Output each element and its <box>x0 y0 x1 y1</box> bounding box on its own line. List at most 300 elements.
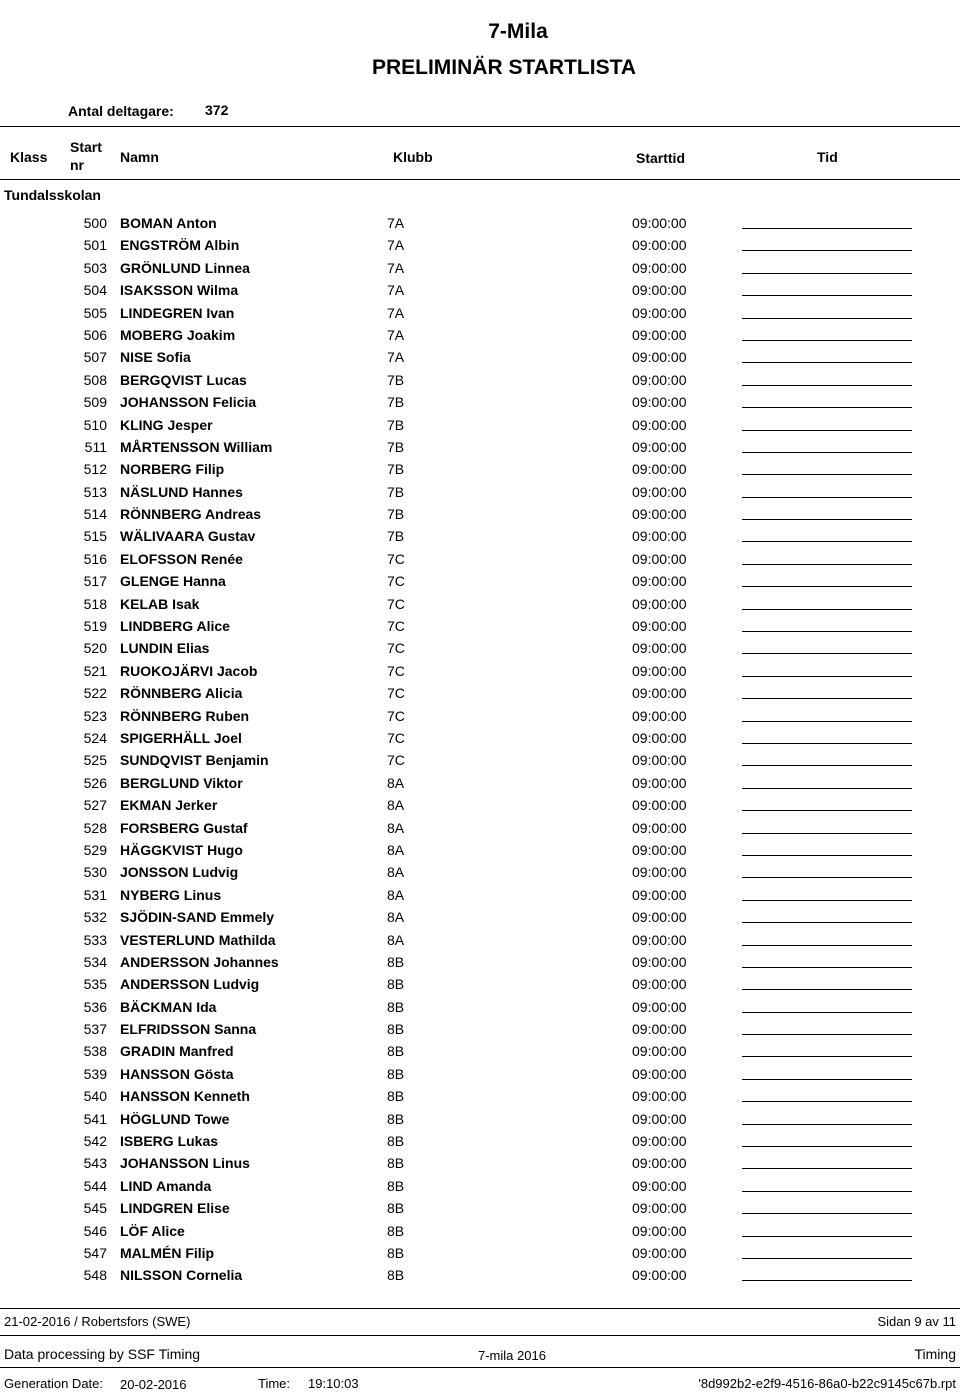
club: 8A <box>387 819 405 836</box>
club: 8B <box>387 1110 405 1127</box>
table-row <box>0 749 960 771</box>
table-row <box>0 727 960 749</box>
footer-generation-date-label: Generation Date: <box>4 1376 104 1391</box>
start-time: 09:00:00 <box>632 1043 687 1060</box>
start-number: 506 <box>83 326 107 343</box>
start-time: 09:00:00 <box>632 1155 687 1172</box>
participant-name: SPIGERHÄLL Joel <box>120 729 242 746</box>
participant-name: ISBERG Lukas <box>120 1133 219 1150</box>
club: 7B <box>387 394 405 411</box>
table-row <box>0 839 960 861</box>
participant-name: MÅRTENSSON William <box>120 438 273 455</box>
start-time: 09:00:00 <box>632 841 687 858</box>
col-header-start: Start <box>70 139 102 155</box>
start-number: 518 <box>83 595 107 612</box>
start-list <box>0 212 960 1287</box>
start-time: 09:00:00 <box>632 282 687 299</box>
table-row <box>0 1040 960 1062</box>
club: 8B <box>387 1200 405 1217</box>
time-entry-line <box>742 228 912 229</box>
footer-processing: Data processing by SSF Timing <box>4 1346 201 1362</box>
table-row <box>0 996 960 1018</box>
club: 8A <box>387 886 405 903</box>
club: 7C <box>387 618 405 635</box>
time-entry-line <box>742 273 912 274</box>
club: 7C <box>387 707 405 724</box>
club: 7A <box>387 259 405 276</box>
participant-name: WÄLIVAARA Gustav <box>120 528 256 545</box>
start-time: 09:00:00 <box>632 618 687 635</box>
start-number: 503 <box>83 259 107 276</box>
time-entry-line <box>742 1012 912 1013</box>
participant-name: HANSSON Gösta <box>120 1065 234 1082</box>
club: 7C <box>387 595 405 612</box>
club: 8B <box>387 998 405 1015</box>
start-time: 09:00:00 <box>632 1222 687 1239</box>
start-number: 507 <box>83 349 107 366</box>
table-row <box>0 548 960 570</box>
club: 8A <box>387 909 405 926</box>
table-row <box>0 1242 960 1264</box>
club: 7C <box>387 685 405 702</box>
table-row <box>0 369 960 391</box>
participant-name: RÖNNBERG Alicia <box>120 685 243 702</box>
table-row <box>0 593 960 615</box>
time-entry-line <box>742 945 912 946</box>
participant-name: HÖGLUND Towe <box>120 1110 230 1127</box>
start-time: 09:00:00 <box>632 259 687 276</box>
time-entry-line <box>742 900 912 901</box>
participant-name: GRADIN Manfred <box>120 1043 234 1060</box>
footer-time-label: Time: <box>258 1376 291 1391</box>
table-row <box>0 615 960 637</box>
time-entry-line <box>742 676 912 677</box>
table-row <box>0 1264 960 1286</box>
time-entry-line <box>742 1034 912 1035</box>
table-row <box>0 414 960 436</box>
table-row <box>0 503 960 525</box>
time-entry-line <box>742 1056 912 1057</box>
start-number: 512 <box>83 461 107 478</box>
start-number: 547 <box>83 1244 107 1261</box>
start-time: 09:00:00 <box>632 573 687 590</box>
participant-name: HÄGGKVIST Hugo <box>120 841 243 858</box>
table-row <box>0 951 960 973</box>
start-number: 521 <box>83 662 107 679</box>
start-number: 511 <box>84 438 107 455</box>
time-entry-line <box>742 743 912 744</box>
start-time: 09:00:00 <box>632 1110 687 1127</box>
time-entry-line <box>742 698 912 699</box>
start-number: 517 <box>83 573 107 590</box>
participant-name: RUOKOJÄRVI Jacob <box>120 662 258 679</box>
participant-name: EKMAN Jerker <box>120 797 218 814</box>
time-entry-line <box>742 1124 912 1125</box>
participant-name: JOHANSSON Felicia <box>120 394 257 411</box>
table-row <box>0 1108 960 1130</box>
participant-name: FORSBERG Gustaf <box>120 819 248 836</box>
start-time: 09:00:00 <box>632 662 687 679</box>
participant-name: SJÖDIN-SAND Emmely <box>120 909 275 926</box>
start-time: 09:00:00 <box>632 461 687 478</box>
table-row <box>0 391 960 413</box>
table-row <box>0 772 960 794</box>
time-entry-line <box>742 833 912 834</box>
club: 7B <box>387 506 405 523</box>
participant-name: GLENGE Hanna <box>120 573 226 590</box>
participant-name: SUNDQVIST Benjamin <box>120 752 269 769</box>
club: 8B <box>387 1133 405 1150</box>
club: 7B <box>387 371 405 388</box>
table-row <box>0 660 960 682</box>
list-subtitle: PRELIMINÄR STARTLISTA <box>371 56 637 79</box>
start-number: 516 <box>83 550 107 567</box>
club: 8B <box>387 1155 405 1172</box>
participant-name: GRÖNLUND Linnea <box>120 259 250 276</box>
start-number: 514 <box>83 506 107 523</box>
time-entry-line <box>742 609 912 610</box>
club: 7B <box>387 483 405 500</box>
time-entry-line <box>742 340 912 341</box>
table-row <box>0 1152 960 1174</box>
time-entry-line <box>742 250 912 251</box>
club: 8B <box>387 1021 405 1038</box>
start-time: 09:00:00 <box>632 685 687 702</box>
start-time: 09:00:00 <box>632 483 687 500</box>
time-entry-line <box>742 967 912 968</box>
participant-name: KELAB Isak <box>120 595 200 612</box>
participant-name: JOHANSSON Linus <box>120 1155 250 1172</box>
club: 7A <box>387 304 405 321</box>
club: 8A <box>387 841 405 858</box>
start-time: 09:00:00 <box>632 1200 687 1217</box>
table-row <box>0 1085 960 1107</box>
footer-timing: Timing <box>914 1346 956 1362</box>
start-number: 538 <box>83 1043 107 1060</box>
participant-name: BERGQVIST Lucas <box>120 371 247 388</box>
club: 7A <box>387 215 405 231</box>
start-time: 09:00:00 <box>632 1065 687 1082</box>
start-time: 09:00:00 <box>632 819 687 836</box>
club: 8B <box>387 1065 405 1082</box>
start-number: 546 <box>83 1222 107 1239</box>
start-number: 544 <box>83 1177 107 1194</box>
club: 8A <box>387 774 405 791</box>
participant-count-value: 372 <box>205 102 229 118</box>
participant-name: JONSSON Ludvig <box>120 864 239 881</box>
club: 8B <box>387 976 405 993</box>
start-number: 522 <box>83 685 107 702</box>
time-entry-line <box>742 1079 912 1080</box>
club: 8B <box>387 1267 405 1284</box>
participant-name: ANDERSSON Johannes <box>120 953 279 970</box>
table-row <box>0 1130 960 1152</box>
table-row <box>0 973 960 995</box>
table-row <box>0 929 960 951</box>
participant-name: NÄSLUND Hannes <box>120 483 243 500</box>
table-row <box>0 906 960 928</box>
start-number: 543 <box>83 1155 107 1172</box>
start-number: 540 <box>83 1088 107 1105</box>
start-number: 533 <box>83 931 107 948</box>
start-number: 532 <box>83 909 107 926</box>
time-entry-line <box>742 855 912 856</box>
col-header-klass: Klass <box>10 149 48 165</box>
participant-name: MALMÉN Filip <box>120 1244 215 1261</box>
participant-name: LINDEGREN Ivan <box>120 304 235 321</box>
participant-name: LUNDIN Elias <box>120 640 210 657</box>
time-entry-line <box>742 362 912 363</box>
time-entry-line <box>742 430 912 431</box>
start-time: 09:00:00 <box>632 1244 687 1261</box>
col-header-tid: Tid <box>817 149 838 165</box>
table-row <box>0 1063 960 1085</box>
time-entry-line <box>742 541 912 542</box>
table-row <box>0 481 960 503</box>
club: 7C <box>387 662 405 679</box>
time-entry-line <box>742 631 912 632</box>
start-number: 508 <box>83 371 107 388</box>
start-time: 09:00:00 <box>632 1133 687 1150</box>
table-row <box>0 794 960 816</box>
col-header-namn: Namn <box>120 149 159 165</box>
club: 8B <box>387 953 405 970</box>
club: 8B <box>387 1222 405 1239</box>
start-number: 529 <box>83 841 107 858</box>
time-entry-line <box>742 497 912 498</box>
start-time: 09:00:00 <box>632 864 687 881</box>
participant-name: RÖNNBERG Andreas <box>120 506 262 523</box>
start-time: 09:00:00 <box>632 394 687 411</box>
time-entry-line <box>742 788 912 789</box>
table-row <box>0 324 960 346</box>
footer-middle-rule <box>0 1335 960 1336</box>
start-time: 09:00:00 <box>632 729 687 746</box>
start-number: 542 <box>83 1133 107 1150</box>
participant-name: NILSSON Cornelia <box>120 1267 243 1284</box>
time-entry-line <box>742 1101 912 1102</box>
club: 8B <box>387 1177 405 1194</box>
footer-bottom-rule <box>0 1367 960 1368</box>
start-number: 509 <box>83 394 107 411</box>
start-number: 535 <box>83 976 107 993</box>
participant-name: RÖNNBERG Ruben <box>120 707 250 724</box>
start-time: 09:00:00 <box>632 1021 687 1038</box>
time-entry-line <box>742 564 912 565</box>
start-number: 513 <box>83 483 107 500</box>
start-number: 536 <box>83 998 107 1015</box>
table-row <box>0 1220 960 1242</box>
start-number: 525 <box>83 752 107 769</box>
time-entry-line <box>742 1258 912 1259</box>
time-entry-line <box>742 1236 912 1237</box>
club: 8B <box>387 1043 405 1060</box>
time-entry-line <box>742 1280 912 1281</box>
participant-name: ENGSTRÖM Albin <box>120 237 240 254</box>
start-number: 510 <box>83 416 107 433</box>
table-row <box>0 1018 960 1040</box>
time-entry-line <box>742 586 912 587</box>
start-time: 09:00:00 <box>632 752 687 769</box>
table-row <box>0 279 960 301</box>
club: 8B <box>387 1244 405 1261</box>
footer-top-rule <box>0 1308 960 1309</box>
start-time: 09:00:00 <box>632 886 687 903</box>
event-title: 7-Mila <box>488 20 548 43</box>
participant-name: ISAKSSON Wilma <box>120 282 239 299</box>
club: 7C <box>387 550 405 567</box>
start-number: 541 <box>83 1110 107 1127</box>
table-row <box>0 682 960 704</box>
start-time: 09:00:00 <box>632 1088 687 1105</box>
time-entry-line <box>742 295 912 296</box>
table-row <box>0 234 960 256</box>
participant-name: LINDBERG Alice <box>120 618 230 635</box>
footer-date-place: 21-02-2016 / Robertsfors (SWE) <box>4 1314 191 1329</box>
start-number: 526 <box>83 774 107 791</box>
time-entry-line <box>742 474 912 475</box>
start-time: 09:00:00 <box>632 931 687 948</box>
start-number: 537 <box>83 1021 107 1038</box>
start-time: 09:00:00 <box>632 1177 687 1194</box>
start-time: 09:00:00 <box>632 797 687 814</box>
club: 7C <box>387 573 405 590</box>
start-number: 519 <box>83 618 107 635</box>
table-row <box>0 302 960 324</box>
start-time: 09:00:00 <box>632 215 687 231</box>
table-row <box>0 884 960 906</box>
time-entry-line <box>742 452 912 453</box>
start-time: 09:00:00 <box>632 640 687 657</box>
start-time: 09:00:00 <box>632 416 687 433</box>
club: 7B <box>387 416 405 433</box>
club: 7C <box>387 729 405 746</box>
time-entry-line <box>742 385 912 386</box>
club: 7A <box>387 326 405 343</box>
club: 7B <box>387 438 405 455</box>
club: 7A <box>387 282 405 299</box>
start-number: 545 <box>83 1200 107 1217</box>
participant-name: BÄCKMAN Ida <box>120 998 217 1015</box>
participant-name: LÖF Alice <box>120 1222 185 1239</box>
club: 7B <box>387 461 405 478</box>
participant-name: VESTERLUND Mathilda <box>120 931 276 948</box>
time-entry-line <box>742 407 912 408</box>
header-bottom-rule <box>0 179 960 180</box>
table-row <box>0 525 960 547</box>
participant-name: BERGLUND Viktor <box>120 774 243 791</box>
club: 7C <box>387 752 405 769</box>
start-time: 09:00:00 <box>632 438 687 455</box>
time-entry-line <box>742 1213 912 1214</box>
participant-name: MOBERG Joakim <box>120 326 236 343</box>
table-row <box>0 817 960 839</box>
participant-name: NISE Sofia <box>120 349 191 366</box>
table-row <box>0 346 960 368</box>
col-header-nr: nr <box>70 157 84 173</box>
section-title: Tundalsskolan <box>4 187 101 203</box>
start-number: 504 <box>83 282 107 299</box>
table-row <box>0 637 960 659</box>
club: 7B <box>387 528 405 545</box>
start-number: 527 <box>83 797 107 814</box>
participant-name: NORBERG Filip <box>120 461 225 478</box>
time-entry-line <box>742 989 912 990</box>
footer-event-name: 7-mila 2016 <box>478 1348 546 1363</box>
participant-count-label: Antal deltagare: <box>68 103 174 119</box>
participant-name: NYBERG Linus <box>120 886 222 903</box>
table-row <box>0 257 960 279</box>
participant-name: LINDGREN Elise <box>120 1200 230 1217</box>
start-time: 09:00:00 <box>632 371 687 388</box>
club: 8A <box>387 864 405 881</box>
start-time: 09:00:00 <box>632 304 687 321</box>
time-entry-line <box>742 765 912 766</box>
participant-name: ELOFSSON Renée <box>120 550 243 567</box>
start-number: 524 <box>83 729 107 746</box>
participant-name: LIND Amanda <box>120 1177 212 1194</box>
start-time: 09:00:00 <box>632 595 687 612</box>
start-time: 09:00:00 <box>632 349 687 366</box>
start-number: 528 <box>83 819 107 836</box>
time-entry-line <box>742 810 912 811</box>
time-entry-line <box>742 519 912 520</box>
start-number: 539 <box>83 1065 107 1082</box>
start-number: 500 <box>83 215 107 231</box>
col-header-klubb: Klubb <box>393 149 433 165</box>
time-entry-line <box>742 653 912 654</box>
footer-report-file: '8d992b2-e2f9-4516-86a0-b22c9145c67b.rpt <box>698 1376 956 1391</box>
start-time: 09:00:00 <box>632 998 687 1015</box>
start-number: 530 <box>83 864 107 881</box>
club: 8B <box>387 1088 405 1105</box>
start-time: 09:00:00 <box>632 528 687 545</box>
start-time: 09:00:00 <box>632 506 687 523</box>
start-time: 09:00:00 <box>632 1267 687 1284</box>
start-time: 09:00:00 <box>632 774 687 791</box>
participant-name: HANSSON Kenneth <box>120 1088 250 1105</box>
start-time: 09:00:00 <box>632 953 687 970</box>
table-row <box>0 458 960 480</box>
table-row <box>0 212 960 234</box>
start-time: 09:00:00 <box>632 976 687 993</box>
col-header-starttid: Starttid <box>636 150 685 166</box>
start-number: 505 <box>83 304 107 321</box>
start-time: 09:00:00 <box>632 326 687 343</box>
start-number: 548 <box>83 1267 107 1284</box>
time-entry-line <box>742 922 912 923</box>
club: 7C <box>387 640 405 657</box>
start-number: 531 <box>83 886 107 903</box>
header-top-rule <box>0 126 960 127</box>
start-time: 09:00:00 <box>632 550 687 567</box>
club: 8A <box>387 931 405 948</box>
participant-name: ELFRIDSSON Sanna <box>120 1021 257 1038</box>
time-entry-line <box>742 318 912 319</box>
footer-time: 19:10:03 <box>308 1376 359 1391</box>
table-row <box>0 705 960 727</box>
footer-generation-date: 20-02-2016 <box>120 1377 187 1392</box>
table-row <box>0 570 960 592</box>
start-number: 520 <box>83 640 107 657</box>
start-time: 09:00:00 <box>632 237 687 254</box>
start-number: 501 <box>83 237 107 254</box>
time-entry-line <box>742 1191 912 1192</box>
club: 8A <box>387 797 405 814</box>
time-entry-line <box>742 1146 912 1147</box>
start-time: 09:00:00 <box>632 909 687 926</box>
table-row <box>0 1197 960 1219</box>
